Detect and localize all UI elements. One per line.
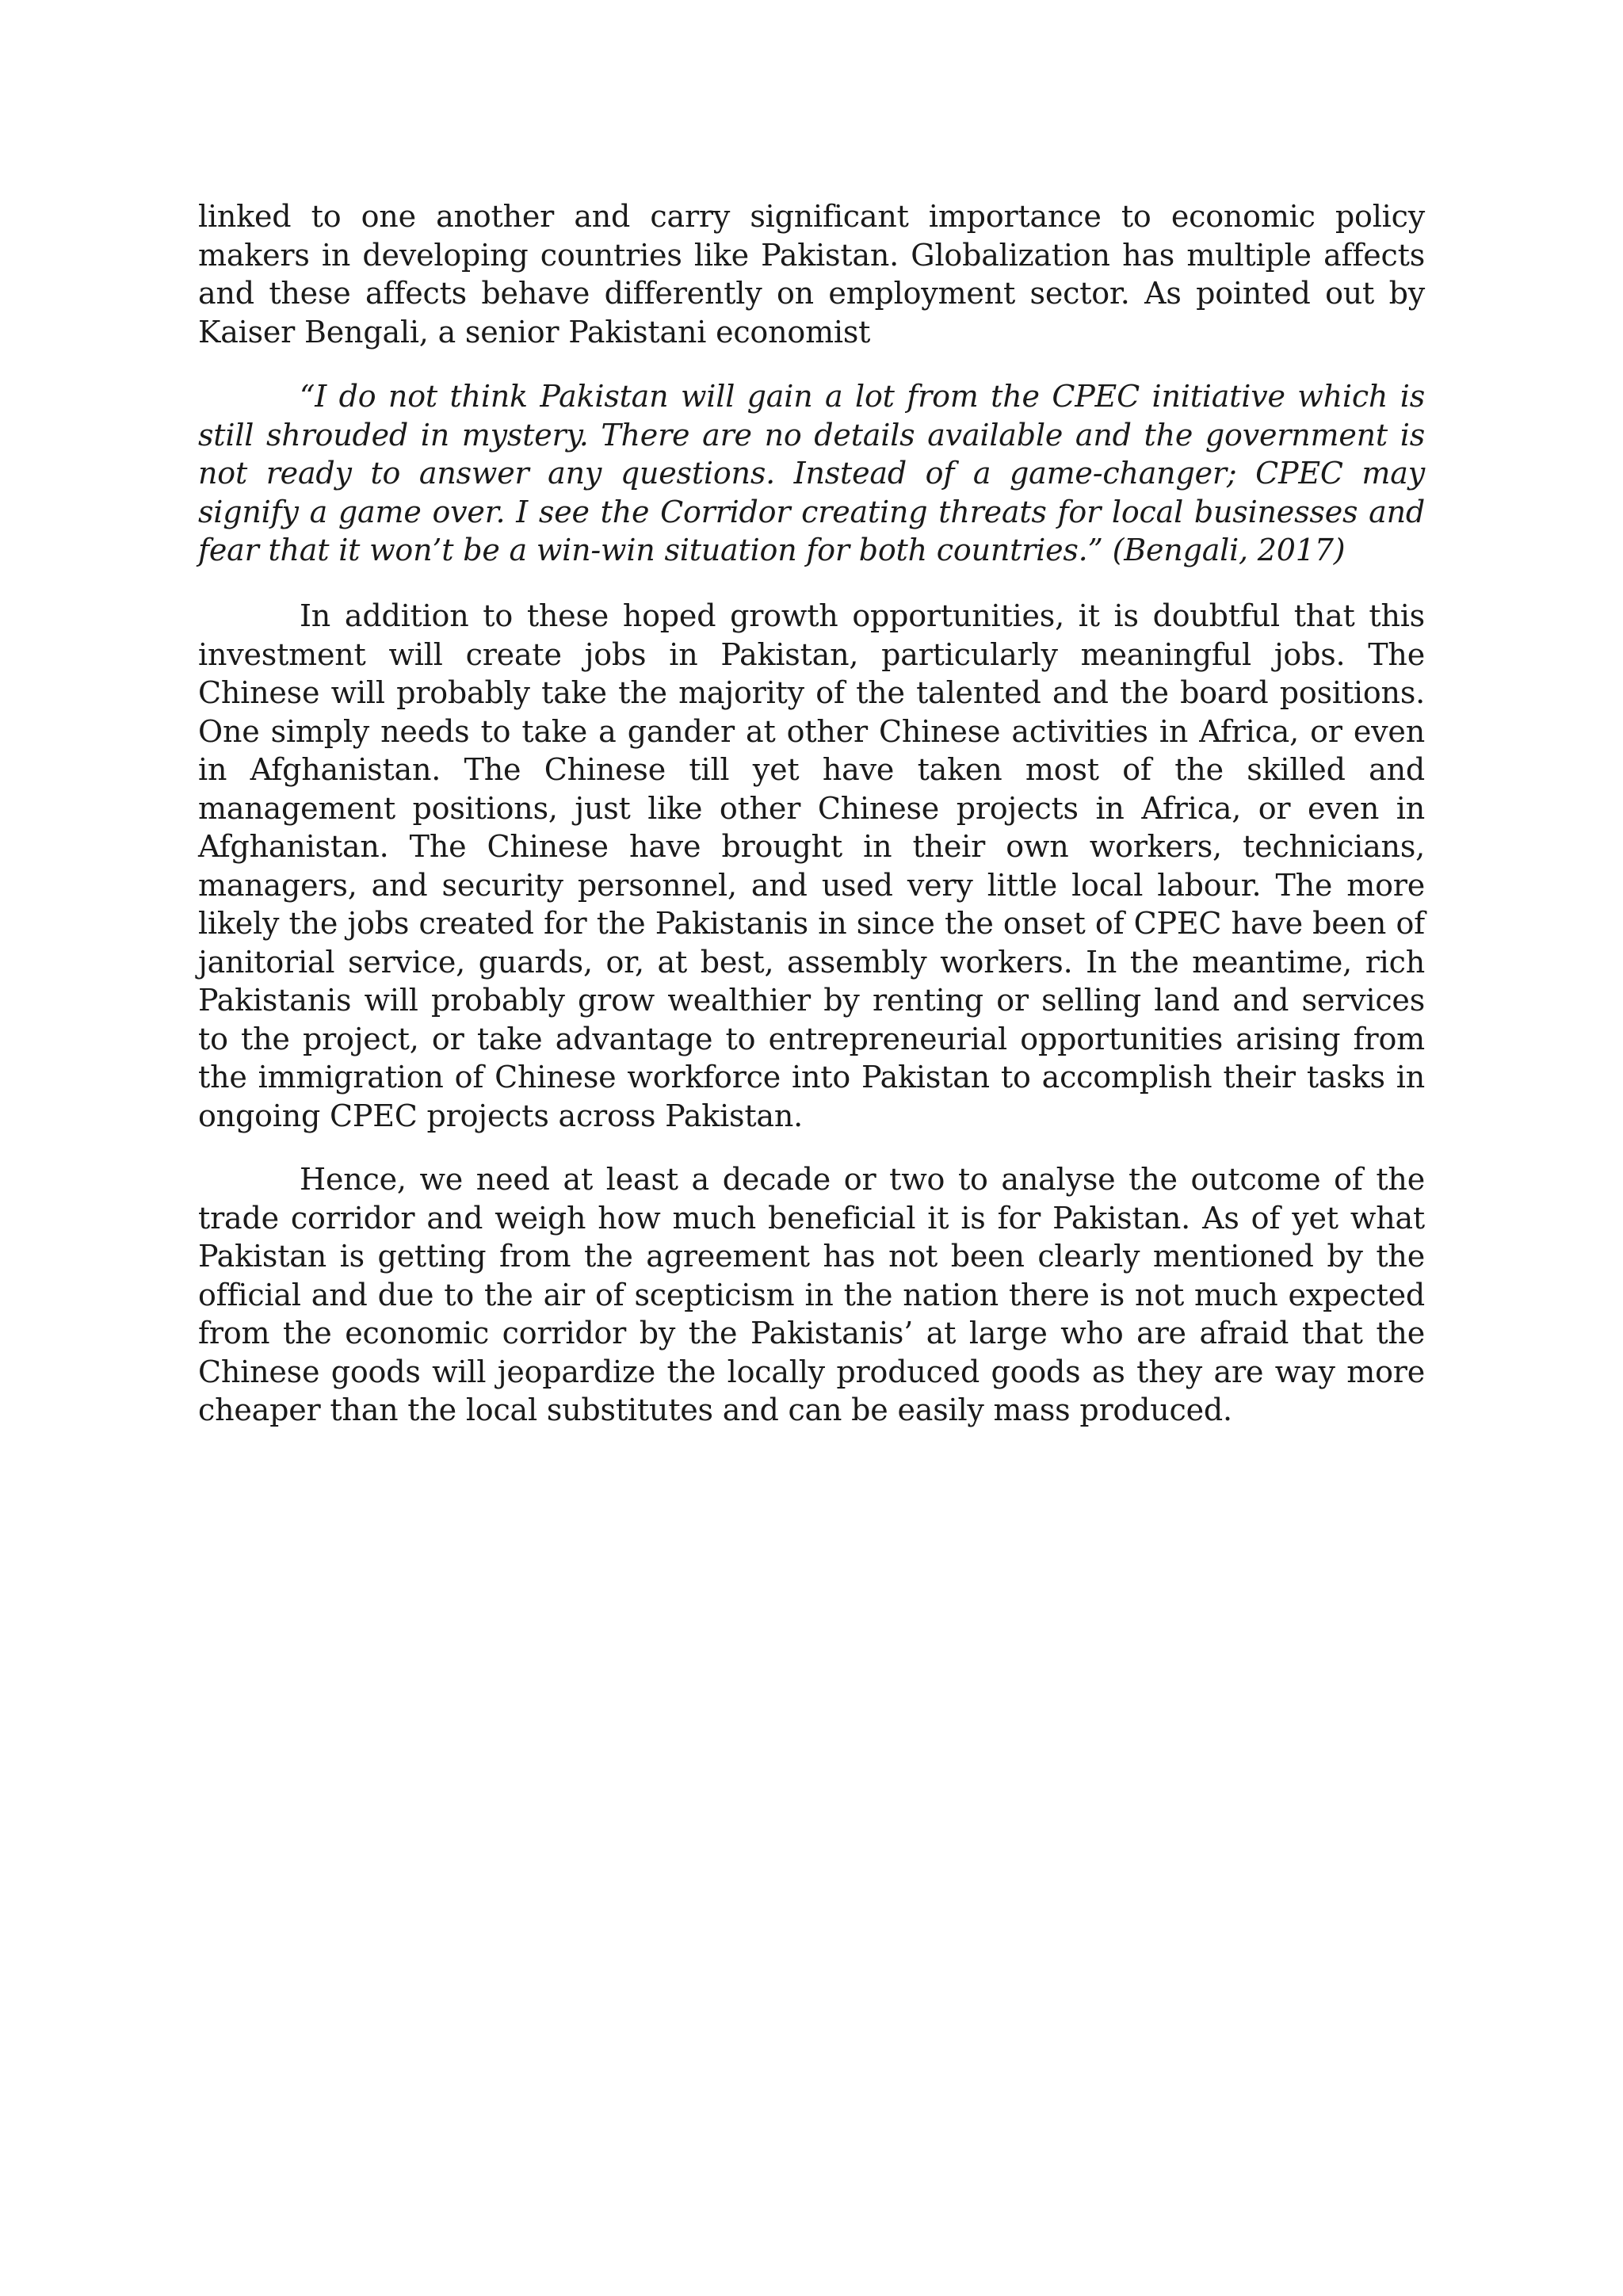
- paragraph-intro-continuation: linked to one another and carry significant importance to economic policy makers in developing countries like Pakistan. Globalization has multiple affects and these affects behave differently on employment sector. As pointed out by Kaiser Bengali, a senior Pakistani economist: [198, 199, 1425, 350]
- block-quote-bengali: “I do not think Pakistan will gain a lot from the CPEC initiative which is still shrouded in mystery. There are no details available and the government is not ready to answer any questions. Instead of a game-changer; CPEC may signify a game over. I see the Corridor creating threats for local businesses and fear that it won’t be a win-win situation for both countries.” (Bengali, 2017): [198, 379, 1425, 567]
- paragraph-conclusion: Hence, we need at least a decade or two to analyse the outcome of the trade corridor and weigh how much beneficial it is for Pakistan. As of yet what Pakistan is getting from the agreement has not been clearly mentioned by the official and due to the air of scepticism in the nation there is not much expected from the economic corridor by the Pakistanis’ at large who are afraid that the Chinese goods will jeopardize the locally produced goods as they are way more cheaper than the local substitutes and can be easily mass produced.: [198, 1162, 1425, 1427]
- paragraph-jobs: In addition to these hoped growth opportunities, it is doubtful that this investment will create jobs in Pakistan, particularly meaningful jobs. The Chinese will probably take the majority of the talented and the board positions. One simply needs to take a gander at other Chinese activities in Africa, or even in Afghanistan. The Chinese till yet have taken most of the skilled and management positions, just like other Chinese projects in Africa, or even in Afghanistan. The Chinese have brought in their own workers, technicians, managers, and security personnel, and used very little local labour. The more likely the jobs created for the Pakistanis in since the onset of CPEC have been of janitorial service, guards, or, at best, assembly workers. In the meantime, rich Pakistanis will probably grow wealthier by renting or selling land and services to the project, or take advantage to entrepreneurial opportunities arising from the immigration of Chinese workforce into Pakistan to accomplish their tasks in ongoing CPEC projects across Pakistan.: [198, 598, 1425, 1133]
